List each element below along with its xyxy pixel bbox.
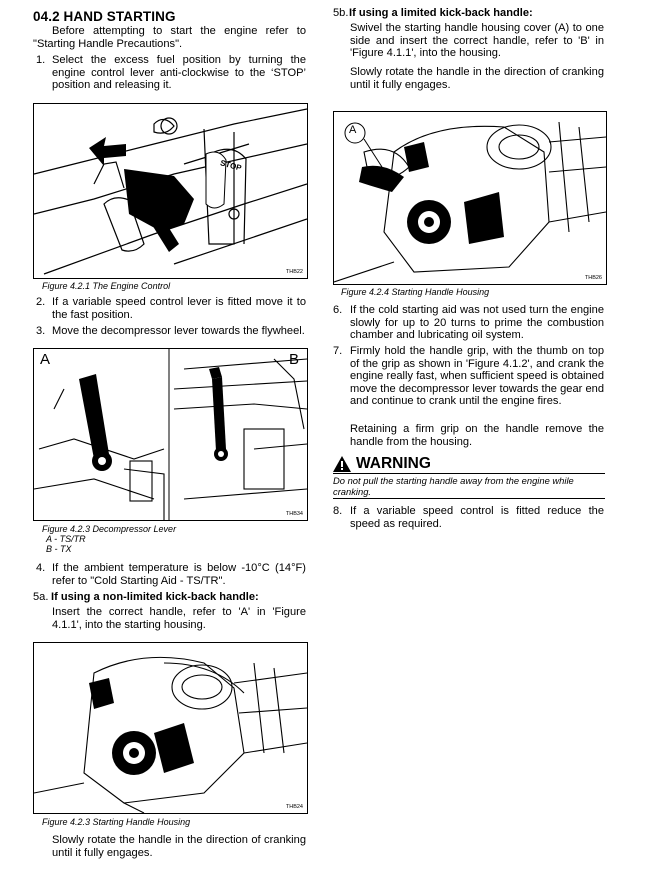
- fig4-ref-tag: THB26: [584, 275, 602, 281]
- step-3-text: Move the decompressor lever towards the flywheel.: [52, 325, 305, 337]
- fig4-label-a: A: [349, 124, 357, 136]
- fig1-ref-tag: THB22: [285, 269, 303, 275]
- warning-text: Do not pull the starting handle away from the engine while cranking.: [333, 475, 574, 497]
- step-1-number: 1.: [36, 54, 46, 66]
- step-4-text: If the ambient temperature is below -10°C (14°F) refer to "Cold Starting Aid - TS/TR".: [52, 562, 306, 587]
- fig4-caption: Figure 4.2.4 Starting Handle Housing: [341, 287, 490, 297]
- warning-rule-bottom: [333, 498, 605, 499]
- fig2-caption: Figure 4.2.3 Decompressor Lever: [42, 524, 177, 534]
- step-4-number: 4.: [36, 562, 46, 574]
- step-5b-heading: If using a limited kick-back handle:: [349, 7, 533, 19]
- fig3-caption: Figure 4.2.3 Starting Handle Housing: [42, 817, 191, 827]
- step-5a-text-2: Slowly rotate the handle in the direction of cranking until it fully engages.: [52, 834, 306, 859]
- starting-housing-illustration-left: [34, 643, 307, 813]
- fig1-stop-label: STOP: [219, 158, 243, 173]
- step-5b-text-1: Swivel the starting handle housing cover (A) to one side and insert the correct handle, refer to 'B' in 'Figure 4.1.1', into the housing.: [350, 22, 604, 59]
- fig2-ref-tag: THB34: [285, 511, 303, 517]
- intro-paragraph: Before attempting to start the engine refer to "Starting Handle Precautions".: [33, 25, 306, 50]
- engine-control-illustration: [34, 104, 307, 278]
- step-5a-heading: If using a non-limited kick-back handle:: [51, 591, 259, 603]
- step-8-text: If a variable speed control is fitted reduce the speed as required.: [350, 505, 604, 530]
- step-2-text: If a variable speed control lever is fitted move it to the fast position.: [52, 296, 306, 321]
- starting-housing-illustration-right: [334, 112, 606, 284]
- fig2-label-b: B: [289, 351, 300, 368]
- figure-starting-handle-housing-right: [333, 111, 607, 285]
- figure-engine-control: [33, 103, 308, 279]
- warning-title: WARNING: [356, 455, 431, 472]
- step-6-number: 6.: [333, 304, 343, 316]
- step-2-number: 2.: [36, 296, 46, 308]
- warning-heading: [333, 455, 431, 473]
- step-3-number: 3.: [36, 325, 46, 337]
- figure-decompressor-lever: [33, 348, 308, 521]
- warning-triangle-icon: [333, 456, 351, 472]
- fig2-caption-a: A - TS/TR: [46, 534, 86, 544]
- step-6-text: If the cold starting aid was not used turn the engine slowly for up to 20 turns to prime the combustion chamber and lubricating oil system.: [350, 304, 604, 341]
- section-title: 04.2 HAND STARTING: [33, 9, 176, 24]
- step-8-number: 8.: [333, 505, 343, 517]
- step-1-text: Select the excess fuel position by turning the engine control lever anti-clockwise to the ‘STOP’ position and releasing it.: [52, 54, 306, 91]
- figure-starting-handle-housing-left: [33, 642, 308, 814]
- fig2-caption-b: B - TX: [46, 544, 72, 554]
- step-5b-text-2: Slowly rotate the handle in the direction of cranking until it fully engages.: [350, 66, 604, 91]
- fig1-caption: Figure 4.2.1 The Engine Control: [42, 281, 171, 291]
- step-7-text-b: Retaining a firm grip on the handle remove the handle from the housing.: [350, 423, 604, 448]
- step-5b-number: 5b.: [333, 7, 349, 19]
- step-5a-number: 5a.: [33, 591, 49, 603]
- fig3-ref-tag: THB24: [285, 804, 303, 810]
- warning-rule-top: [333, 473, 605, 474]
- step-5a-text: Insert the correct handle, refer to 'A' in 'Figure 4.1.1', into the starting housing.: [52, 606, 306, 631]
- step-7-number: 7.: [333, 345, 343, 357]
- fig2-label-a: A: [40, 351, 51, 368]
- step-7-text-a: Firmly hold the handle grip, with the thumb on top of the grip as shown in 'Figure 4.1.2', and crank the engine really fast, when sufficient speed is obtained move the decompressor lever towards the gear end and continue to crank until the engine fires.: [350, 345, 604, 407]
- decompressor-illustration: [34, 349, 307, 520]
